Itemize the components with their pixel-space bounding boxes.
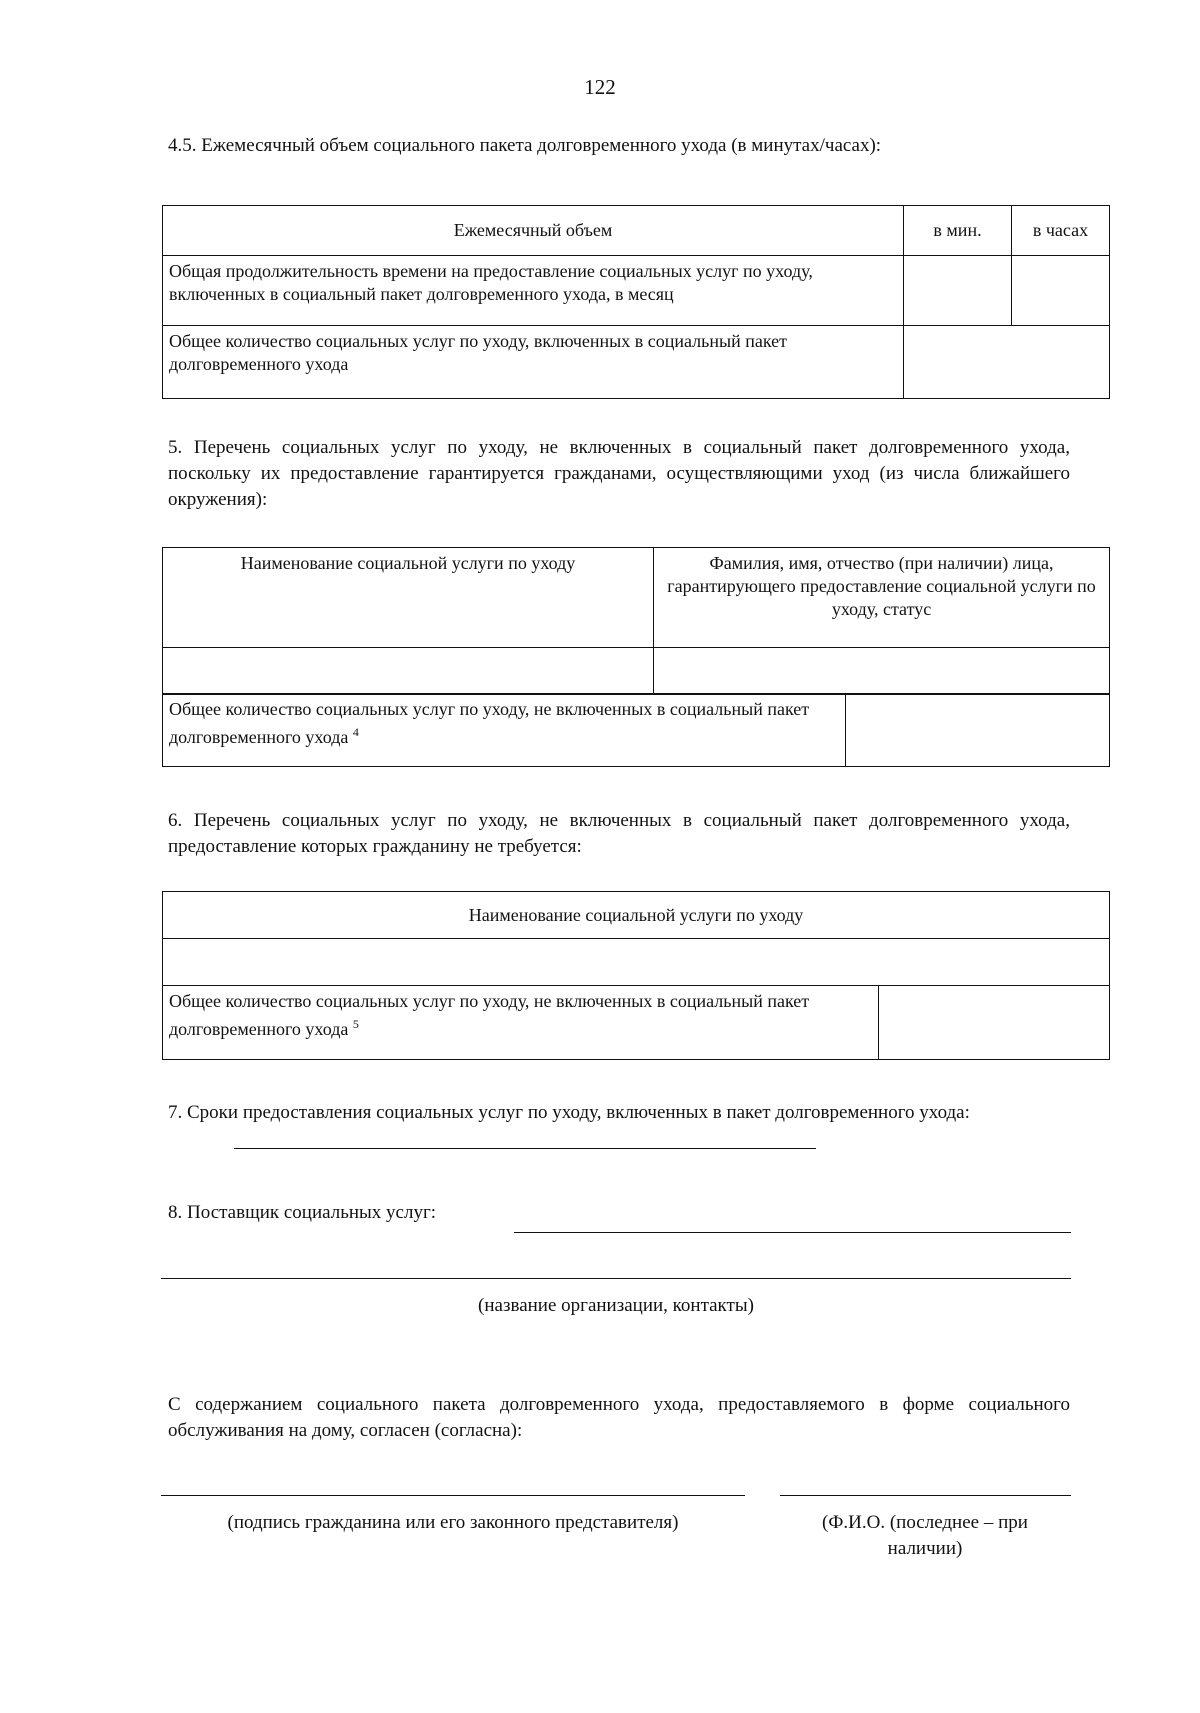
monthly-volume-table (162, 205, 1110, 399)
terms-underline[interactable] (234, 1148, 816, 1149)
services-not-required-total-table (162, 985, 1110, 1060)
col-header-service-name: Наименование социальной услуги по уходу (163, 548, 654, 648)
col-header-hours: в часах (1012, 206, 1110, 256)
section-7-text: 7. Сроки предоставления социальных услуг по уходу, включенных в пакет долговременного ухода: (168, 1102, 970, 1123)
services-not-required-table (162, 891, 1110, 986)
footnote-5: 5 (352, 1017, 359, 1031)
cell-caregiver-empty[interactable] (654, 648, 1110, 695)
services-by-caregivers-table (162, 547, 1110, 695)
provider-underline[interactable] (514, 1232, 1071, 1233)
section-4-5-heading: 4.5. Ежемесячный объем социального пакета долговременного ухода (в минутах/часах): (168, 135, 882, 156)
row-total-duration-label: Общая продолжительность времени на предоставление социальных услуг по уходу, включенных в социальный пакет долговременного ухода, в месяц (163, 256, 904, 326)
col-header-monthly-volume: Ежемесячный объем (163, 206, 904, 256)
cell-total-not-included[interactable] (846, 694, 1110, 767)
col-header-minutes: в мин. (904, 206, 1012, 256)
provider-caption: (название организации, контакты) (478, 1295, 754, 1316)
col-header-caregiver: Фамилия, имя, отчество (при наличии) лица, гарантирующего предоставление социальной услуги по уходу, статус (654, 548, 1110, 648)
full-name-line[interactable] (780, 1495, 1071, 1496)
footnote-4: 4 (352, 725, 359, 739)
cell-total-not-required[interactable] (879, 986, 1110, 1060)
section-5-heading: 5. Перечень социальных услуг по уходу, не включенных в социальный пакет долговременного ухода, поскольку их предоставление гарантируется гражданами, осуществляющими уход (из числа ближайшего окружения): (168, 437, 1070, 510)
col-header-service-name-2: Наименование социальной услуги по уходу (163, 892, 1110, 939)
full-name-caption: (Ф.И.О. (последнее – при наличии) (822, 1512, 1028, 1559)
consent-text: С содержанием социального пакета долговременного ухода, предоставляемого в форме социального обслуживания на дому, согласен (согласна): (168, 1394, 1070, 1441)
section-6-heading: 6. Перечень социальных услуг по уходу, не включенных в социальный пакет долговременного ухода, предоставление которых гражданину не требуется: (168, 810, 1070, 857)
section-8-label: 8. Поставщик социальных услуг: (168, 1202, 437, 1223)
page-number: 122 (584, 75, 616, 99)
cell-total-count[interactable] (904, 326, 1110, 399)
cell-service-name-empty-2[interactable] (163, 939, 1110, 986)
cell-service-name-empty[interactable] (163, 648, 654, 695)
row-total-count-label: Общее количество социальных услуг по уходу, включенных в социальный пакет долговременного ухода (163, 326, 904, 399)
row-total-not-required-label: Общее количество социальных услуг по уходу, не включенных в социальный пакет долговременного ухода $^5$ (163, 986, 879, 1060)
signature-caption: (подпись гражданина или его законного представителя) (227, 1512, 679, 1533)
row-total-not-included-label: Общее количество социальных услуг по уходу, не включенных в социальный пакет долговременного ухода $^4$ (163, 694, 846, 767)
cell-duration-hours[interactable] (1012, 256, 1110, 326)
signature-line[interactable] (161, 1495, 745, 1496)
provider-underline-2[interactable] (161, 1278, 1071, 1279)
services-by-caregivers-total-table (162, 693, 1110, 767)
cell-duration-minutes[interactable] (904, 256, 1012, 326)
